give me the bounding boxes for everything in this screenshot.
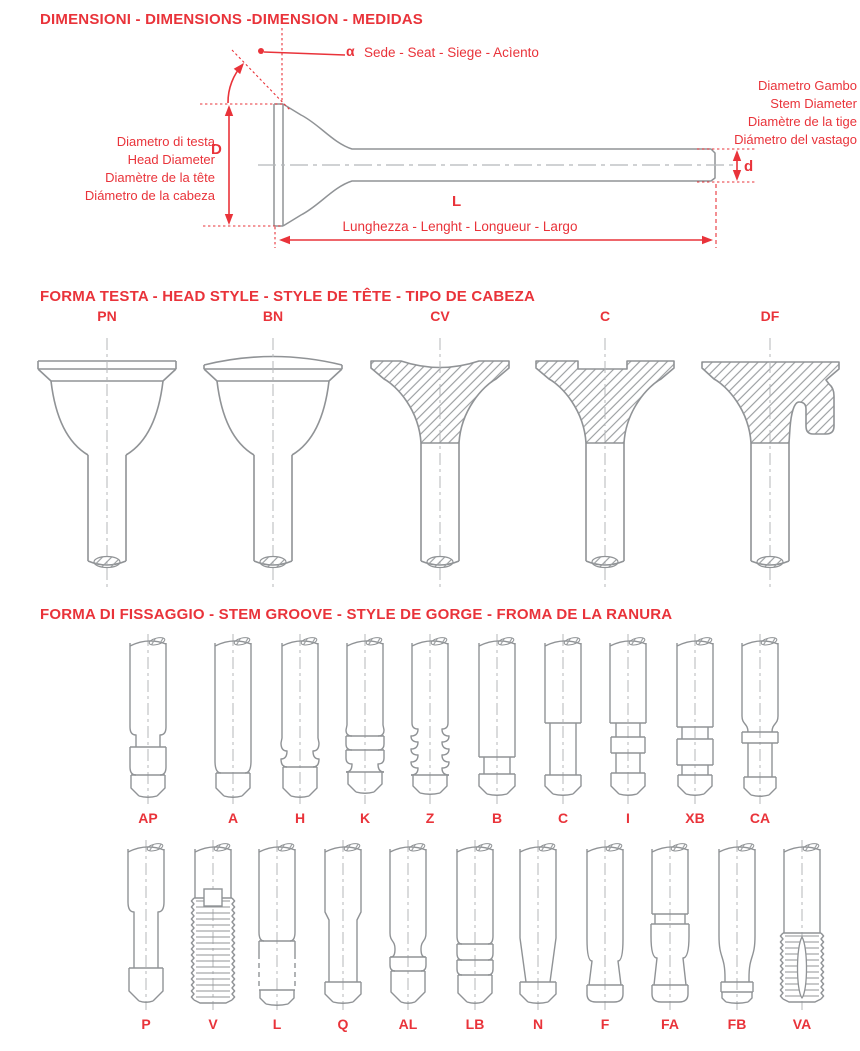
stem-groove-figure-AL [370,840,446,1038]
head-style-label: BN [262,308,284,324]
stem-groove-label: AP [138,810,158,826]
stem-groove-drawing-A [195,634,271,806]
head-styles-row [0,308,860,600]
stem-groove-label: H [294,810,306,826]
head-style-label: PN [97,308,117,324]
stem-groove-figure-Z [392,634,468,832]
head-style-figure-PN [22,308,192,600]
stem-groove-figure-I [590,634,666,832]
stem-groove-label: K [359,810,371,826]
stem-groove-drawing-AP [110,634,186,806]
stem-grooves-row1 [0,634,860,834]
stem-groove-label: L [272,1016,282,1032]
head-style-figure-C [520,308,690,600]
head-style-figure-DF [685,308,855,600]
seat-angle-symbol: α [346,43,355,59]
stem-diameter-line-es: Diámetro del vastago [734,132,857,147]
stem-groove-label: A [227,810,239,826]
stem-groove-label: B [491,810,503,826]
head-style-drawing-DF [685,330,855,598]
head-style-drawing-C [520,330,690,598]
stem-groove-label: Q [337,1016,349,1032]
stem-groove-drawing-FA [632,840,708,1012]
stem-groove-figure-P [108,840,184,1038]
stem-groove-drawing-Z [392,634,468,806]
stem-groove-label: C [557,810,569,826]
stem-groove-drawing-AL [370,840,446,1012]
stem-groove-label: Z [425,810,435,826]
dimensions-title: DIMENSIONI - DIMENSIONS -DIMENSION - MEDIDAS [40,11,423,28]
stem-groove-label: P [141,1016,151,1032]
length-symbol: L [452,193,462,210]
stem-groove-label: N [532,1016,544,1032]
head-style-label: DF [760,308,780,324]
head-style-figure-BN [188,308,358,600]
stem-groove-figure-FA [632,840,708,1038]
stem-groove-label: CA [749,810,771,826]
stem-groove-label: AL [398,1016,418,1032]
stem-diameter-line-en: Stem Diameter [770,96,857,111]
seat-leader-line [264,52,345,55]
head-style-label: C [599,308,611,324]
head-style-drawing-PN [22,330,192,598]
stem-groove-label: FA [661,1016,679,1032]
stem-groove-figure-CA [722,634,798,832]
seat-leader-dot [258,48,264,54]
head-style-figure-CV [355,308,525,600]
stem-groove-drawing-CA [722,634,798,806]
head-style-drawing-BN [188,330,358,598]
stem-groove-label: I [626,810,630,826]
stem-groove-drawing-P [108,840,184,1012]
stem-groove-drawing-I [590,634,666,806]
head-diameter-line-en: Head Diameter [127,152,215,167]
stem-groove-drawing-L [239,840,315,1012]
dimension-arrows [228,52,737,240]
stem-grooves-row2 [0,840,860,1040]
stem-groove-label: F [600,1016,610,1032]
head-diameter-line-es: Diámetro de la cabeza [84,188,215,203]
stem-groove-figure-B [459,634,535,832]
seat-label: Sede - Seat - Siege - Acìento [364,45,539,60]
stem-groove-drawing-N [500,840,576,1012]
stem-groove-figure-AP [110,634,186,832]
stem-groove-figure-L [239,840,315,1038]
head-diameter-symbol: D [211,141,222,158]
head-style-drawing-CV [355,330,525,598]
stem-diameter-line-it: Diametro Gambo [758,78,857,93]
length-label: Lunghezza - Lenght - Longueur - Largo [342,219,578,234]
stem-grooves-title: FORMA DI FISSAGGIO - STEM GROOVE - STYLE DE GORGE - FROMA DE LA RANURA [40,606,673,623]
head-styles-title: FORMA TESTA - HEAD STYLE - STYLE DE TÊTE - TIPO DE CABEZA [40,288,536,305]
stem-groove-label: XB [685,810,705,826]
head-diameter-line-fr: Diamètre de la tête [105,170,215,185]
head-diameter-label [85,133,215,205]
head-style-label: CV [430,308,450,324]
stem-groove-figure-A [195,634,271,832]
stem-groove-figure-N [500,840,576,1038]
stem-groove-figure-VA [764,840,840,1038]
stem-diameter-symbol: d [744,158,754,175]
stem-diameter-label [734,77,857,149]
stem-groove-drawing-B [459,634,535,806]
stem-groove-label: FB [727,1016,747,1032]
stem-diameter-line-fr: Diamètre de la tige [747,114,857,129]
stem-groove-label: V [208,1016,218,1032]
stem-groove-label: LB [465,1016,485,1032]
stem-groove-label: VA [792,1016,812,1032]
head-diameter-line-it: Diametro di testa [116,134,215,149]
stem-groove-drawing-VA [764,840,840,1012]
